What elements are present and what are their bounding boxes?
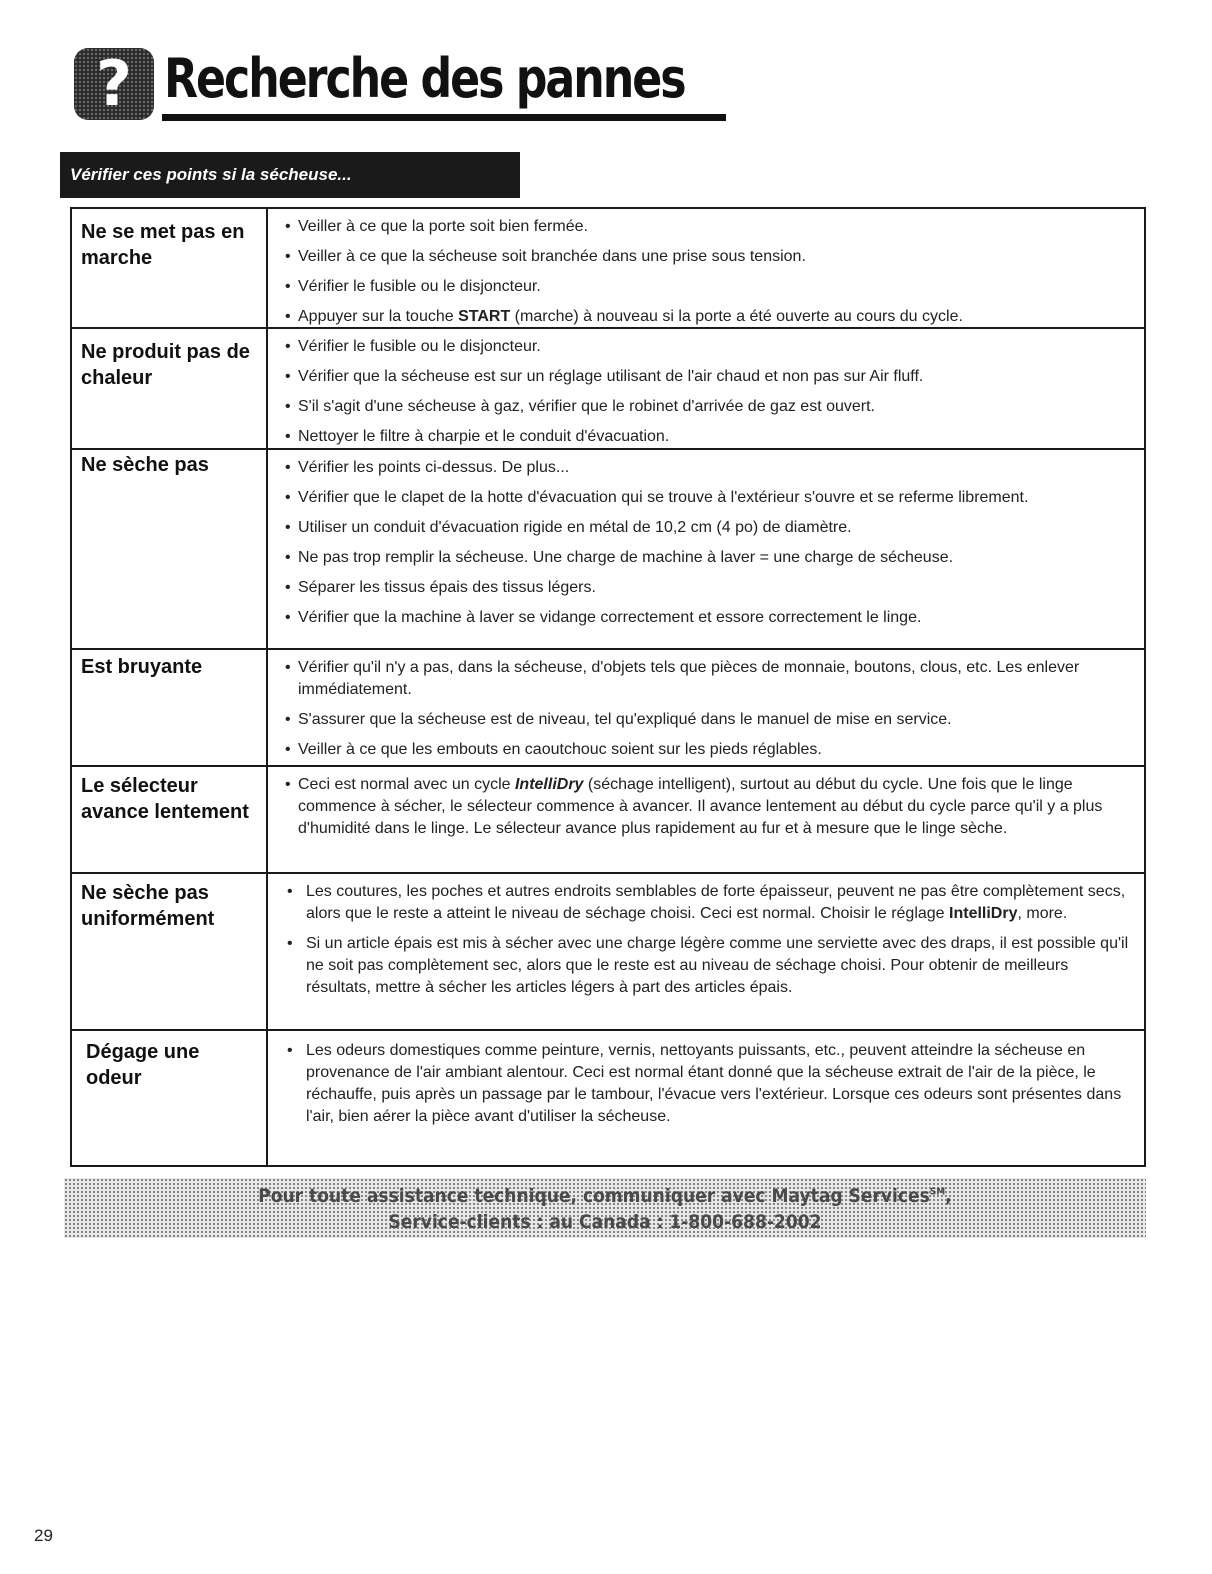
list-item: • Vérifier que le clapet de la hotte d'évacuation qui se trouve à l'extérieur s'ouvre et se referme librement. xyxy=(284,487,1136,509)
list-item: • Vérifier qu'il n'y a pas, dans la sécheuse, d'objets tels que pièces de monnaie, boutons, clous, etc. Les enlever immédiatement. xyxy=(284,657,1136,701)
problem-label: Ne sèche pas uniformément xyxy=(72,874,268,1029)
table-row xyxy=(72,650,1144,767)
question-mark-icon: ? xyxy=(74,48,154,120)
list-item: • S'assurer que la sécheuse est de niveau, tel qu'expliqué dans le manuel de mise en service. xyxy=(284,709,1136,731)
list-item: • Ne pas trop remplir la sécheuse. Une charge de machine à laver = une charge de sécheuse. xyxy=(284,547,1136,569)
table-row xyxy=(72,1031,1144,1165)
problem-label: Dégage une odeur xyxy=(72,1031,268,1165)
solutions-list xyxy=(268,767,1144,872)
problem-label: Ne sèche pas xyxy=(72,450,268,648)
page-title: Recherche des pannes xyxy=(164,47,685,110)
solutions-list xyxy=(268,450,1144,648)
solutions-list xyxy=(268,874,1144,1029)
list-item: • Les odeurs domestiques comme peinture, vernis, nettoyants puissants, etc., peuvent atteindre la sécheuse en provenance de l'air ambiant alentour. Ceci est normal étant donné que la sécheuse extrait de l'air de la pièce, le réchauffe, puis après un passage par le tambour, l'évacue vers l'extérieur. Lorsque ces odeurs sont présentes dans l'air, bien aérer la pièce avant d'utiliser la sécheuse. xyxy=(284,1040,1136,1128)
solutions-list xyxy=(268,209,1144,327)
list-item: • Appuyer sur la touche START (marche) à nouveau si la porte a été ouverte au cours du cycle. xyxy=(284,306,1136,328)
table-row xyxy=(72,767,1144,874)
title-underline xyxy=(162,114,726,121)
list-item: • Vérifier le fusible ou le disjoncteur. xyxy=(284,276,1136,298)
section-banner: Vérifier ces points si la sécheuse... xyxy=(60,152,520,198)
page-number: 29 xyxy=(34,1526,53,1545)
list-item: • Les coutures, les poches et autres endroits semblables de forte épaisseur, peuvent ne pas être complètement secs, alors que le reste a atteint le niveau de séchage choisi. Ceci est normal. Choisir le réglage IntelliDry, more. xyxy=(284,881,1136,925)
solutions-list xyxy=(268,650,1144,765)
list-item: • Vérifier les points ci-dessus. De plus... xyxy=(284,457,1136,479)
list-item: • Vérifier que la machine à laver se vidange correctement et essore correctement le linge. xyxy=(284,607,1136,629)
solutions-list xyxy=(268,1031,1144,1165)
problem-label: Le sélecteur avance lentement xyxy=(72,767,268,872)
list-item: • Vérifier que la sécheuse est sur un réglage utilisant de l'air chaud et non pas sur Air fluff. xyxy=(284,366,1136,388)
list-item: • Vérifier le fusible ou le disjoncteur. xyxy=(284,336,1136,358)
list-item: • Veiller à ce que la sécheuse soit branchée dans une prise sous tension. xyxy=(284,246,1136,268)
list-item: • Nettoyer le filtre à charpie et le conduit d'évacuation. xyxy=(284,426,1136,448)
troubleshooting-table xyxy=(70,207,1146,1167)
list-item: • Veiller à ce que la porte soit bien fermée. xyxy=(284,216,1136,238)
table-row xyxy=(72,874,1144,1031)
list-item: • S'il s'agit d'une sécheuse à gaz, vérifier que le robinet d'arrivée de gaz est ouvert. xyxy=(284,396,1136,418)
problem-label: Ne se met pas en marche xyxy=(72,209,268,327)
footer-line-2: Service-clients : au Canada : 1-800-688-2002 xyxy=(388,1211,822,1233)
list-item: • Séparer les tissus épais des tissus légers. xyxy=(284,577,1136,599)
footer-line-1: Pour toute assistance technique, communiquer avec Maytag Services℠, xyxy=(258,1185,952,1207)
list-item: • Utiliser un conduit d'évacuation rigide en métal de 10,2 cm (4 po) de diamètre. xyxy=(284,517,1136,539)
support-footer xyxy=(64,1178,1146,1238)
list-item: • Ceci est normal avec un cycle IntelliDry (séchage intelligent), surtout au début du cycle. Une fois que le linge commence à sécher, le sélecteur commence à avancer. Il avance lentement au début du cycle parce qu'il y a plus d'humidité dans le linge. Le sélecteur avance plus rapidement au fur et à mesure que le linge sèche. xyxy=(284,774,1136,840)
page-header xyxy=(74,42,685,124)
table-row xyxy=(72,329,1144,450)
problem-label: Est bruyante xyxy=(72,650,268,765)
problem-label: Ne produit pas de chaleur xyxy=(72,329,268,448)
table-row xyxy=(72,209,1144,329)
list-item: • Veiller à ce que les embouts en caoutchouc soient sur les pieds réglables. xyxy=(284,739,1136,761)
table-row xyxy=(72,450,1144,650)
solutions-list xyxy=(268,329,1144,448)
list-item: • Si un article épais est mis à sécher avec une charge légère comme une serviette avec des draps, il est possible qu'il ne soit pas complètement sec, alors que le reste est au niveau de séchage choisi. Pour obtenir de meilleurs résultats, mettre à sécher les articles légers à part des articles épais. xyxy=(284,933,1136,999)
